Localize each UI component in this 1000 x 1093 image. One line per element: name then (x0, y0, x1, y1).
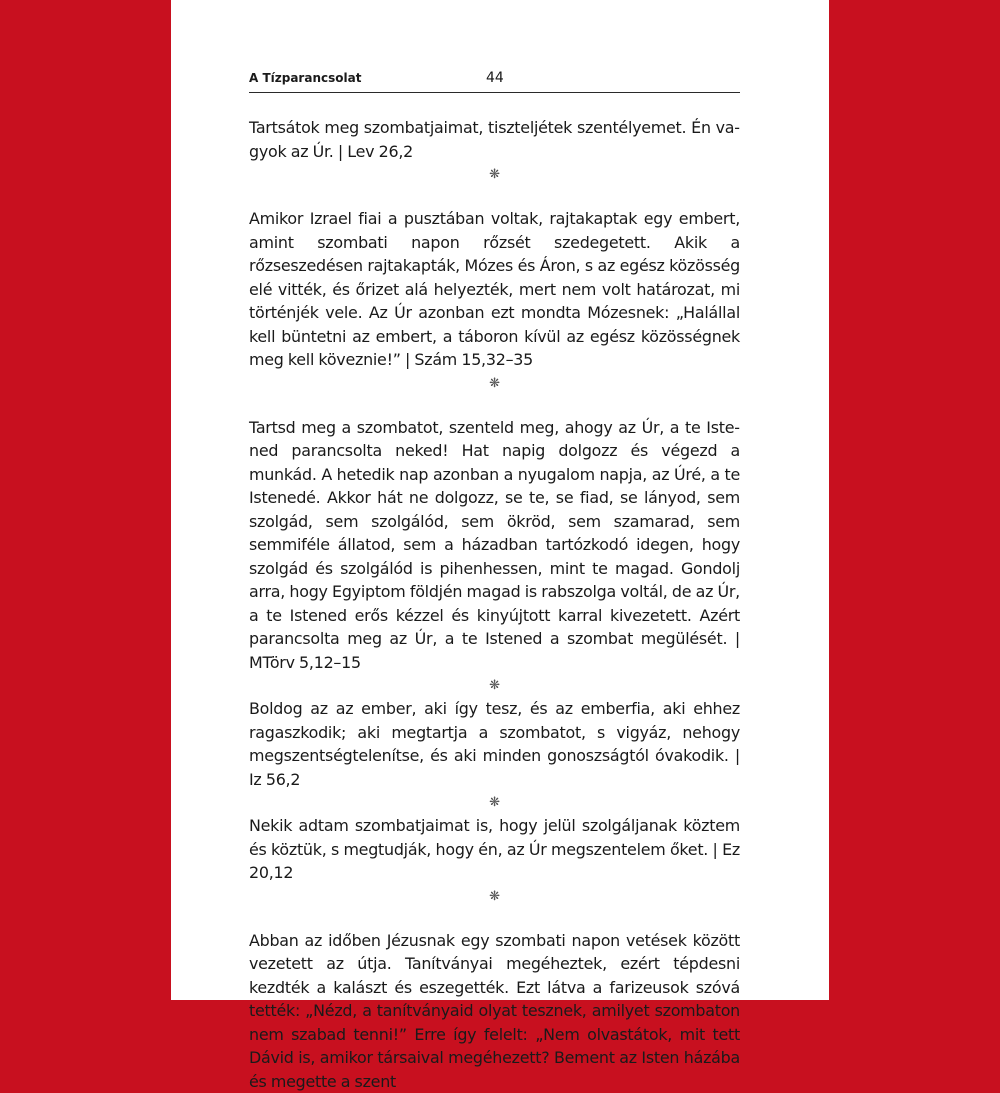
passage-iz-56-2: Boldog az az ember, aki így tesz, és az emberfia, aki ehhez ragaszkodik; aki megtartja a szombatot, s vigyáz, nehogy megszentségtelenítse, és aki minden gonoszságtól óvakodik. | Iz 56,2 (249, 697, 740, 791)
passage-lev-26-2: Tartsátok meg szombatjaimat, tiszteljétek szentélyemet. Én vagyok az Úr. | Lev 26,2 (249, 116, 740, 163)
book-title: A Tízparancsolat (249, 71, 361, 85)
ornament-divider: ❋ (249, 163, 740, 186)
paragraph-gap (249, 186, 740, 207)
ornament-divider: ❋ (249, 372, 740, 395)
ornament-divider: ❋ (249, 885, 740, 908)
passage-szam-15-32: Amikor Izrael fiai a pusztában voltak, rajtakaptak egy embert, amint szombati napon rőzsét szedegetett. Akik a rőzseszedésen rajtakapták, Mózes és Áron, s az egész közösség elé vitték, és őrizet alá helyezték, mert nem volt határozat, mi történjék vele. Az Úr azonban ezt mondta Mózesnek: „Halállal kell büntetni az embert, a táboron kívül az egész közösségnek meg kell köveznie!” | Szám 15,32–35 (249, 207, 740, 372)
page-number: 44 (486, 70, 504, 86)
running-header (249, 70, 740, 93)
paragraph-gap (249, 395, 740, 416)
passage-ez-20-12: Nekik adtam szombatjaimat is, hogy jelül szolgáljanak köztem és köztük, s megtudják, hogy én, az Úr megszentelem őket. | Ez 20,12 (249, 814, 740, 885)
passage-mt-12-1: Abban az időben Jézusnak egy szombati napon vetések között vezetett az útja. Tanítványai megéheztek, ezért tépdesni kezdték a kalászt és eszegették. Ezt látva a farizeusok szóvá tették: „Nézd, a tanítványaid olyat tesznek, amilyet szombaton nem szabad tenni!” Erre így felelt: „Nem olvastátok, mit tett Dávid is, amikor társaival megéhezett? Bement az Isten házába és megette a szent (249, 929, 740, 1093)
ornament-divider: ❋ (249, 791, 740, 814)
book-page (171, 0, 829, 1000)
text-block (249, 116, 740, 1093)
ornament-divider: ❋ (249, 674, 740, 697)
paragraph-gap (249, 908, 740, 929)
passage-mtorv-5-12: Tartsd meg a szombatot, szenteld meg, ahogy az Úr, a te Istened parancsolta neked! Hat napig dolgozz és végezd a munkád. A hetedik nap azonban a nyugalom napja, az Úré, a te Istenedé. Akkor hát ne dolgozz, se te, se fiad, se lányod, sem szolgád, sem szolgálód, sem ökröd, sem szamarad, sem semmiféle állatod, sem a házadban tartózkodó idegen, hogy szolgád és szolgálód is pihenhessen, mint te magad. Gondolj arra, hogy Egyiptom földjén magad is rabszolga voltál, de az Úr, a te Istened erős kézzel és kinyújtott karral kivezetett. Azért parancsolta meg az Úr, a te Istened a szombat megülését. | MTörv 5,12–15 (249, 416, 740, 675)
